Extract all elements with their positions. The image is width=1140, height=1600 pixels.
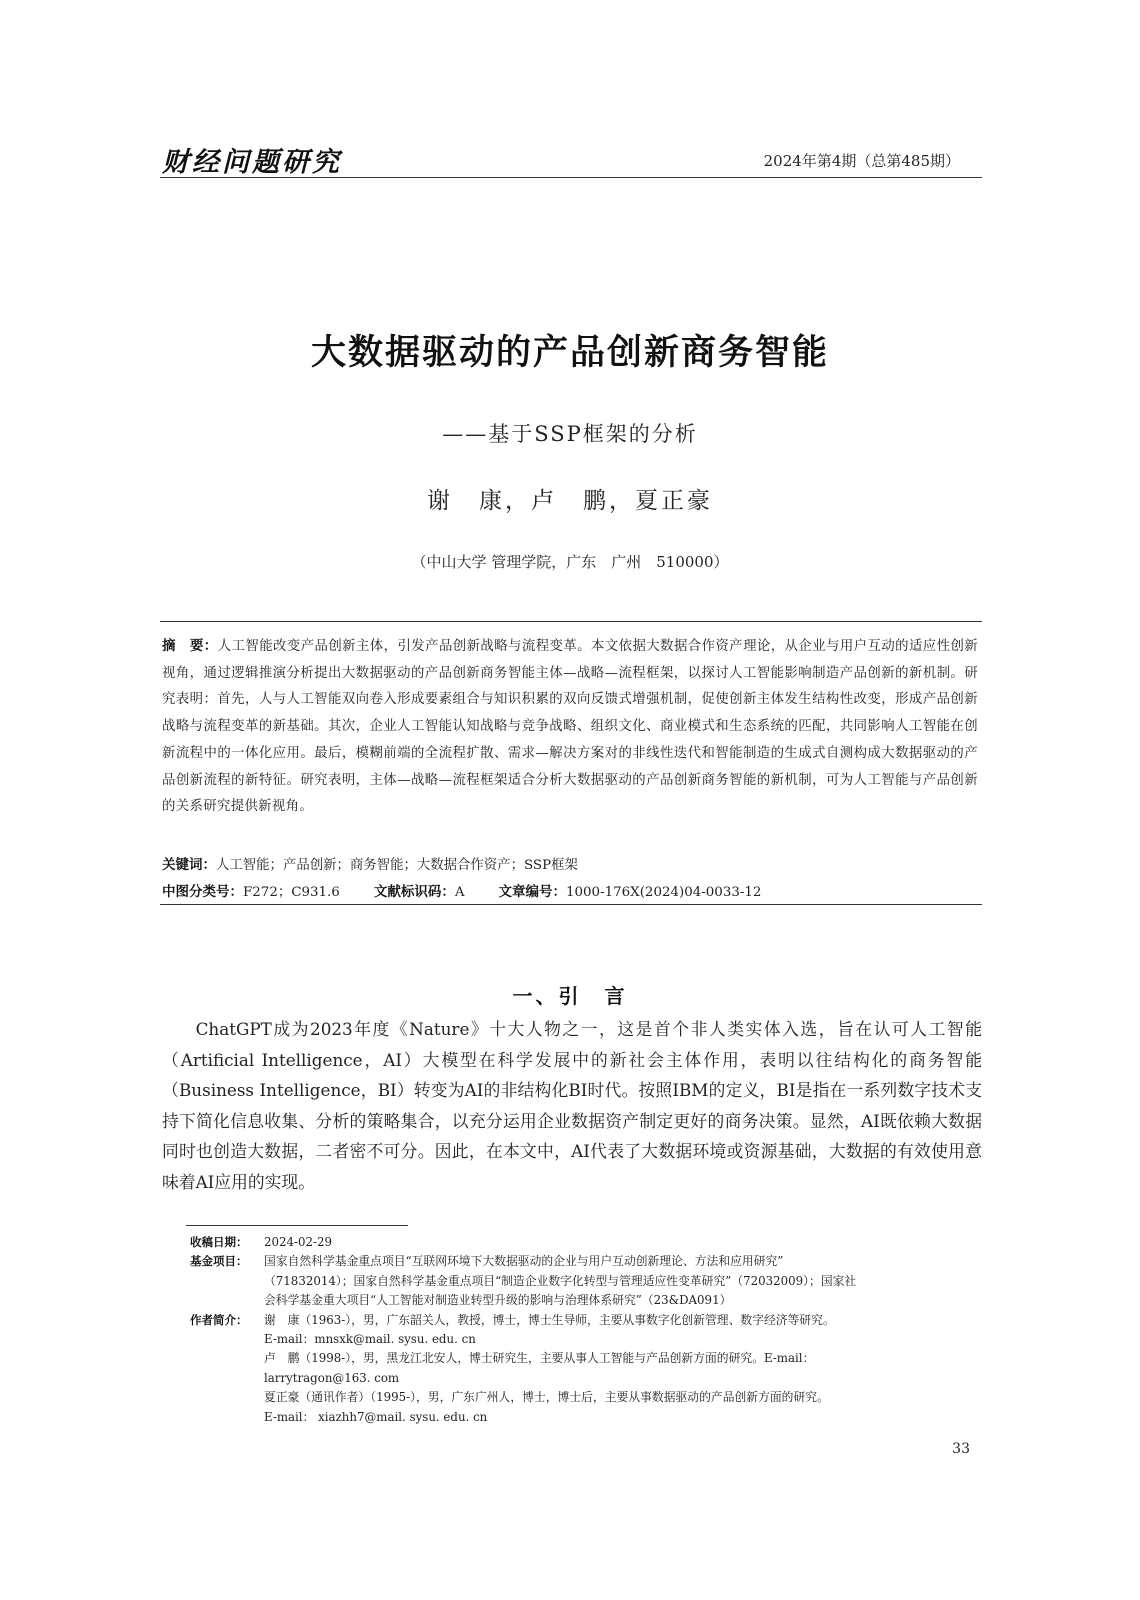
received-date-value: 2024-02-29 [264,1235,333,1249]
clc-value: F272；C931.6 [243,885,340,900]
header-divider [160,177,982,178]
doc-code-value: A [454,885,465,900]
author-bio-line: E-mail： xiazhh7@mail. sysu. edu. cn [264,1409,488,1424]
fund-line: 国家自然科学基金重点项目“互联网环境下大数据驱动的企业与用户互动创新理论、方法和应用研究” [264,1254,784,1269]
classification-line [162,880,761,900]
abstract-label: 摘 要： [162,638,218,654]
intro-text: ChatGPT成为2023年度《Nature》十大人物之一，这是首个非人类实体入选，旨在认可人工智能（Artificial Intelligence，AI）大模型在科学发展中的新社会主体作用，表明以往结构化的商务智能（Business Intelligence，BI）转变为AI的非结构化BI时代。按照IBM的定义，BI是指在一系列数字技术支持下简化信息收集、分析的策略集合，以充分运用企业数据资产制定更好的商务决策。显然，AI既依赖大数据同时也创造大数据，二者密不可分。因此，在本文中，AI代表了大数据环境或资源基础，大数据的有效使用意味着AI应用的实现。 [162,1019,982,1192]
clc-label: 中图分类号： [162,884,243,900]
author-bio-line: 谢 康（1963-），男，广东韶关人，教授，博士，博士生导师，主要从事数字化创新管理、数字经济等研究。 [264,1312,835,1327]
abstract [162,633,978,821]
issue-info: 2024年第4期（总第485期） [763,152,960,170]
received-date-row [190,1233,980,1252]
intro-paragraph [162,1014,982,1198]
article-subtitle: ——基于SSP框架的分析 [442,422,698,446]
footnote-divider [186,1225,408,1226]
fund-row [190,1252,980,1310]
fund-line: （71832014）；国家自然科学基金重点项目“制造企业数字化转型与管理适应性变革研究”（72032009）；国家社 [264,1273,857,1288]
article-authors: 谢 康，卢 鹏，夏正豪 [427,488,713,514]
keywords-text: 人工智能；产品创新；商务智能；大数据合作资产；SSP框架 [216,858,578,873]
article-number-label: 文章编号： [498,884,566,900]
received-date-label: 收稿日期： [190,1235,248,1249]
keywords [162,853,578,873]
author-bio-label: 作者简介： [190,1312,248,1327]
fund-label: 基金项目： [190,1254,248,1269]
author-bio-line: 卢 鹏（1998-），男，黑龙江北安人，博士研究生，主要从事人工智能与产品创新方面的研究。E-mail： [264,1351,815,1366]
keywords-label: 关键词： [162,857,216,873]
abstract-text: 人工智能改变产品创新主体，引发产品创新战略与流程变革。本文依据大数据合作资产理论，从企业与用户互动的适应性创新视角，通过逻辑推演分析提出大数据驱动的产品创新商务智能主体—战略—流程框架，以探讨人工智能影响制造产品创新的新机制。研究表明：首先，人与人工智能双向卷入形成要素组合与知识积累的双向反馈式增强机制，促使创新主体发生结构性改变，形成产品创新战略与流程变革的新基础。其次，企业人工智能认知战略与竞争战略、组织文化、商业模式和生态系统的匹配，共同影响人工智能在创新流程中的一体化应用。最后，模糊前端的全流程扩散、需求—解决方案对的非线性迭代和智能制造的生成式自测构成大数据驱动的产品创新流程的新特征。研究表明，主体—战略—流程框架适合分析大数据驱动的产品创新商务智能的新机制，可为人工智能与产品创新的关系研究提供新视角。 [162,639,979,815]
fund-line: 会科学基金重大项目“人工智能对制造业转型升级的影响与治理体系研究”（23&DA091） [264,1293,732,1308]
page-number: 33 [952,1441,970,1457]
abstract-top-divider [160,621,982,622]
author-affiliation: （中山大学 管理学院，广东 广州 510000） [411,553,729,571]
author-bio-line: E-mail：mnsxk@mail. sysu. edu. cn [264,1332,476,1347]
footnotes [190,1233,980,1427]
doc-code-label: 文献标识码： [373,884,455,900]
article-number-value: 1000-176X(2024)04-0033-12 [566,885,762,900]
author-bio-line: larrytragon@163. com [264,1370,400,1385]
author-bio-line: 夏正豪（通讯作者）（1995-），男，广东广州人，博士，博士后，主要从事数据驱动的产品创新方面的研究。 [264,1390,829,1405]
abstract-bottom-divider [160,904,982,905]
section-heading: 一、引 言 [512,984,628,1008]
journal-logo: 财经问题研究 [162,147,342,178]
article-title: 大数据驱动的产品创新商务智能 [310,333,829,373]
author-bio-row [190,1311,980,1427]
